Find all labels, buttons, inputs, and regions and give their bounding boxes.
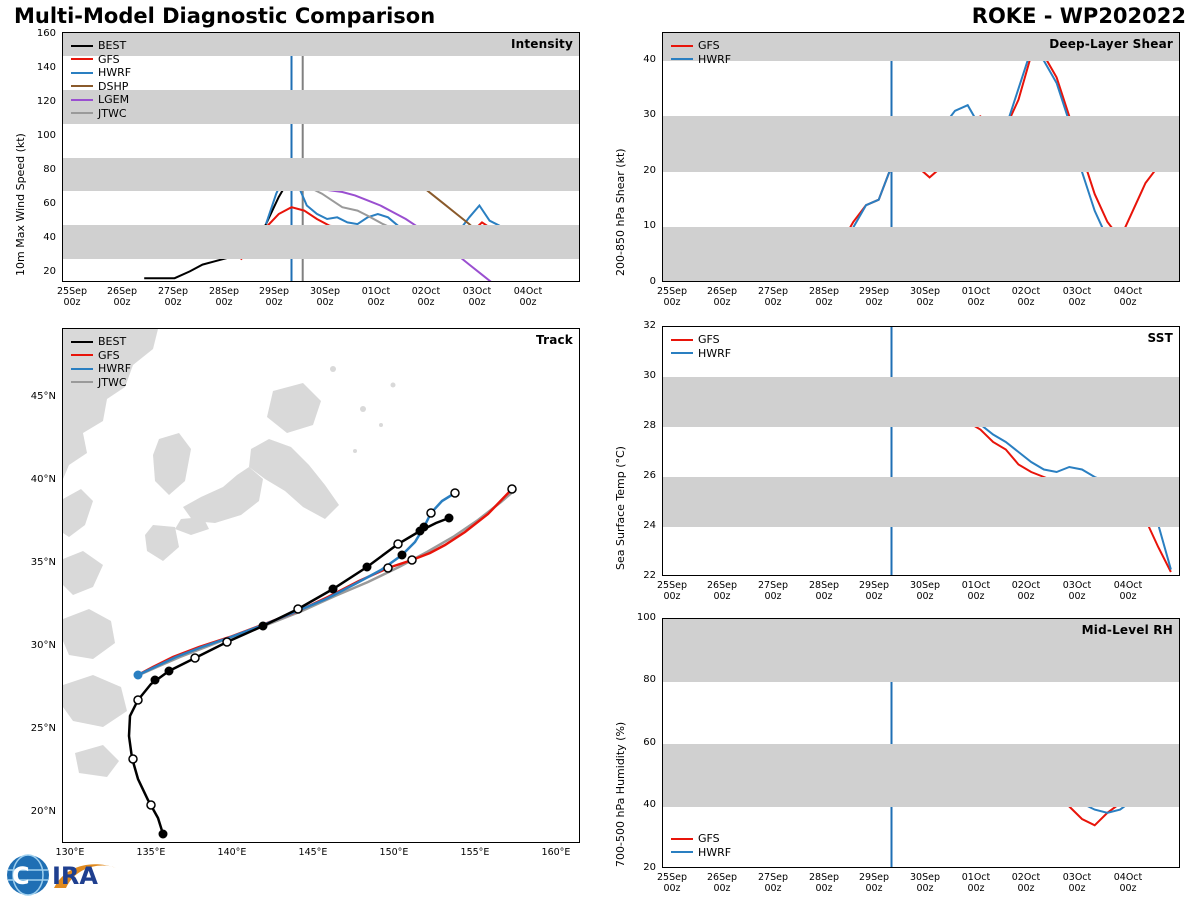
xtick: 28Sep 00z (809, 872, 839, 894)
legend-label-best: BEST (98, 335, 127, 348)
xtick: 28Sep 00z (809, 286, 839, 308)
xtick: 02Oct 00z (1011, 872, 1041, 894)
xtick: 26Sep 00z (107, 286, 137, 308)
xtick: 29Sep 00z (259, 286, 289, 308)
band (63, 158, 579, 192)
legend-swatch-gfs (71, 354, 93, 356)
xtick: 160°E (541, 847, 571, 858)
shear-panel-label: Deep-Layer Shear (1049, 37, 1173, 51)
ytick: 26 (643, 470, 656, 481)
ytick: 32 (643, 320, 656, 331)
legend-swatch-gfs (71, 58, 93, 60)
ytick: 40°N (30, 474, 56, 485)
xtick: 01Oct 00z (961, 872, 991, 894)
xtick: 01Oct 00z (361, 286, 391, 308)
ytick: 22 (643, 570, 656, 581)
shear-legend (671, 39, 731, 66)
legend-swatch-dshp (71, 85, 93, 87)
intensity-plot (62, 32, 580, 282)
legend-label-lgem: LGEM (98, 93, 130, 106)
panel-rh (600, 612, 1200, 892)
ytick: 10 (643, 220, 656, 231)
legend-swatch-best (71, 341, 93, 343)
legend-swatch-gfs (671, 45, 693, 47)
ytick: 45°N (30, 391, 56, 402)
xtick: 27Sep 00z (158, 286, 188, 308)
xtick: 29Sep 00z (859, 872, 889, 894)
ytick: 60 (643, 737, 656, 748)
xtick: 25Sep 00z (57, 286, 87, 308)
legend-swatch-best (71, 45, 93, 47)
xtick: 04Oct 00z (1113, 286, 1143, 308)
track-map-svg (63, 329, 580, 843)
ytick: 80 (643, 674, 656, 685)
xtick: 25Sep 00z (657, 872, 687, 894)
legend-label-best: BEST (98, 39, 127, 52)
xtick: 130°E (55, 847, 85, 858)
ytick: 28 (643, 420, 656, 431)
band (663, 116, 1179, 172)
xtick: 28Sep 00z (809, 580, 839, 602)
band (63, 90, 579, 124)
xtick: 01Oct 00z (961, 286, 991, 308)
xtick: 27Sep 00z (758, 286, 788, 308)
legend-label-hwrf: HWRF (698, 845, 732, 859)
legend-label-jtwc: JTWC (98, 375, 127, 389)
xtick: 25Sep 00z (657, 580, 687, 602)
xtick: 27Sep 00z (758, 872, 788, 894)
sst-plot (662, 326, 1180, 576)
ytick: 40 (643, 799, 656, 810)
ytick: 40 (643, 54, 656, 65)
xtick: 145°E (298, 847, 328, 858)
ytick: 20 (643, 862, 656, 873)
ytick: 60 (43, 198, 56, 209)
xtick: 30Sep 00z (910, 580, 940, 602)
legend-label-dshp: DSHP (98, 79, 129, 93)
rh-ylabel: 700-500 hPa Humidity (%) (614, 721, 627, 867)
legend-label-gfs: GFS (698, 39, 720, 52)
rh-plot (662, 618, 1180, 868)
ytick: 40 (43, 232, 56, 243)
panel-track (0, 322, 600, 877)
svg-text:IRA: IRA (52, 862, 98, 890)
ytick: 160 (36, 28, 56, 39)
ytick: 20°N (30, 806, 56, 817)
legend-swatch-gfs (671, 339, 693, 341)
ytick: 140 (36, 62, 56, 73)
legend-label-hwrf: HWRF (98, 362, 132, 375)
xtick: 30Sep 00z (310, 286, 340, 308)
cira-logo (6, 854, 126, 896)
legend-swatch-hwrf (71, 368, 93, 370)
page-title-left: Multi-Model Diagnostic Comparison (14, 4, 436, 28)
xtick: 150°E (379, 847, 409, 858)
xtick: 30Sep 00z (910, 872, 940, 894)
xtick: 140°E (217, 847, 247, 858)
sst-ylabel: Sea Surface Temp (°C) (614, 446, 627, 570)
legend-label-jtwc: JTWC (98, 106, 127, 120)
legend-label-hwrf: HWRF (698, 52, 732, 66)
band (663, 477, 1179, 527)
xtick: 135°E (136, 847, 166, 858)
xtick: 26Sep 00z (707, 872, 737, 894)
rh-legend (671, 832, 731, 859)
svg-text:C: C (12, 862, 30, 890)
band (663, 227, 1179, 282)
ytick: 0 (649, 276, 656, 287)
sst-legend (671, 333, 731, 360)
legend-label-gfs: GFS (698, 333, 720, 346)
track-panel-label: Track (536, 333, 573, 347)
xtick: 155°E (460, 847, 490, 858)
legend-swatch-hwrf (671, 851, 693, 853)
legend-swatch-hwrf (71, 72, 93, 74)
panel-sst (600, 320, 1200, 600)
ytick: 30 (643, 109, 656, 120)
sst-panel-label: SST (1147, 331, 1173, 345)
intensity-panel-label: Intensity (510, 37, 573, 51)
xtick: 29Sep 00z (859, 286, 889, 308)
legend-swatch-lgem (71, 99, 93, 101)
xtick: 25Sep 00z (657, 286, 687, 308)
ytick: 80 (43, 164, 56, 175)
xtick: 02Oct 00z (411, 286, 441, 308)
legend-swatch-gfs (671, 838, 693, 840)
xtick: 26Sep 00z (707, 286, 737, 308)
legend-label-hwrf: HWRF (698, 346, 732, 360)
xtick: 27Sep 00z (758, 580, 788, 602)
legend-label-gfs: GFS (698, 832, 720, 845)
shear-ylabel: 200-850 hPa Shear (kt) (614, 148, 627, 276)
xtick: 26Sep 00z (707, 580, 737, 602)
ytick: 30 (643, 370, 656, 381)
legend-label-hwrf: HWRF (98, 66, 132, 79)
track-plot (62, 328, 580, 843)
sst-series-svg (663, 327, 1180, 576)
xtick: 01Oct 00z (961, 580, 991, 602)
page-title-right: ROKE - WP202022 (971, 4, 1186, 28)
xtick: 03Oct 00z (1062, 580, 1092, 602)
xtick: 03Oct 00z (1062, 872, 1092, 894)
ytick: 25°N (30, 723, 56, 734)
ytick: 20 (643, 165, 656, 176)
band (63, 225, 579, 259)
legend-swatch-hwrf (671, 58, 693, 60)
legend-swatch-hwrf (671, 352, 693, 354)
ytick: 30°N (30, 640, 56, 651)
ytick: 20 (43, 266, 56, 277)
band (663, 744, 1179, 807)
xtick: 02Oct 00z (1011, 580, 1041, 602)
xtick: 04Oct 00z (1113, 580, 1143, 602)
track-legend (71, 335, 131, 389)
ytick: 35°N (30, 557, 56, 568)
ytick: 24 (643, 520, 656, 531)
xtick: 02Oct 00z (1011, 286, 1041, 308)
xtick: 04Oct 00z (513, 286, 543, 308)
band (63, 33, 579, 56)
panel-shear (600, 26, 1200, 306)
xtick: 29Sep 00z (859, 580, 889, 602)
ytick: 100 (636, 612, 656, 623)
ytick: 100 (36, 130, 56, 141)
intensity-ylabel: 10m Max Wind Speed (kt) (14, 133, 27, 276)
xtick: 03Oct 00z (462, 286, 492, 308)
legend-swatch-jtwc (71, 112, 93, 114)
xtick: 30Sep 00z (910, 286, 940, 308)
legend-label-gfs: GFS (98, 52, 120, 66)
rh-panel-label: Mid-Level RH (1081, 623, 1173, 637)
intensity-legend (71, 39, 131, 120)
ytick: 120 (36, 96, 56, 107)
shear-plot (662, 32, 1180, 282)
panel-intensity (0, 26, 600, 306)
xtick: 04Oct 00z (1113, 872, 1143, 894)
band (663, 377, 1179, 427)
xtick: 28Sep 00z (209, 286, 239, 308)
xtick: 03Oct 00z (1062, 286, 1092, 308)
legend-label-gfs: GFS (98, 348, 120, 362)
legend-swatch-jtwc (71, 381, 93, 383)
